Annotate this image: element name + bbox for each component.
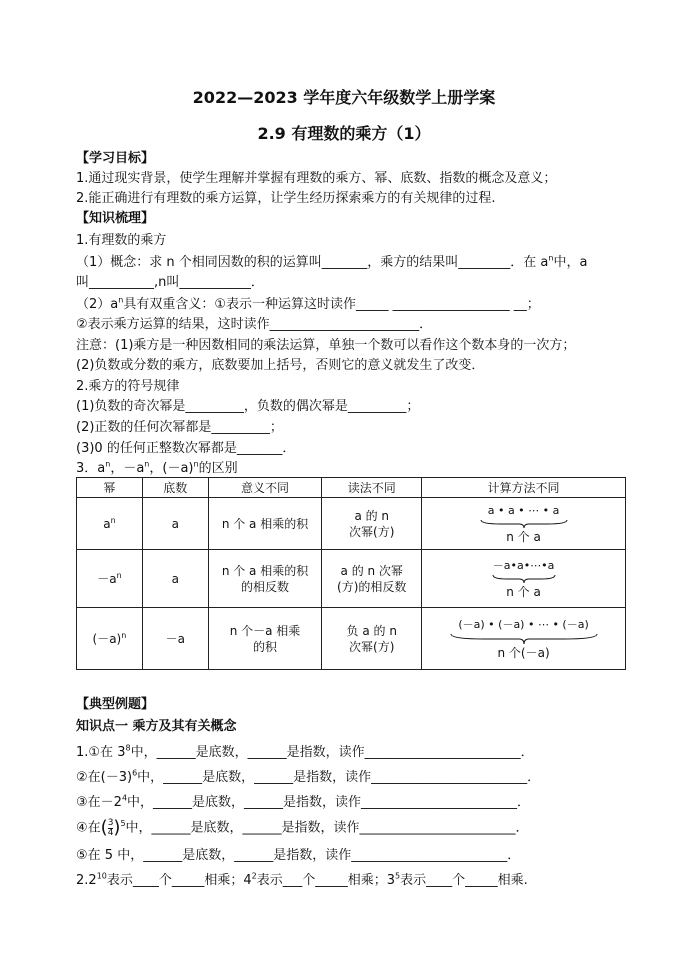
rule-1: (1)负数的奇次幂是_________，负数的偶次幂是_________； bbox=[76, 399, 420, 414]
lesson-title: 2.9 有理数的乘方（1） bbox=[257, 124, 431, 143]
concept-line-4: ②表示乘方运算的结果，这时读作_______________________． bbox=[76, 317, 433, 332]
calc-cell: (－a) • (－a) • ⋯ • (－a) n 个(－a) bbox=[422, 608, 626, 670]
question-6: $2.2^{10}$表示____个_____相乘；$4^2$表示___个_____相乘；$3^5$表示____个_____相乘. bbox=[76, 871, 528, 888]
examples-heading: 【典型例题】 bbox=[76, 697, 155, 712]
section-1-title: 1.有理数的乘方 bbox=[76, 233, 167, 248]
base-cell: －a bbox=[142, 608, 208, 670]
concept-line-3: $(2)a^n$具有双重含义：①表示一种运算这时读作_____ __________________ __； bbox=[76, 295, 540, 312]
note-line-1: 注意：(1)乘方是一种因数相同的乘法运算，单独一个数可以看作这个数本身的一次方； bbox=[76, 338, 576, 353]
base-cell: a bbox=[142, 550, 208, 608]
table-header-row bbox=[77, 478, 626, 498]
reading-cell: a 的 n 次幂 (方)的相反数 bbox=[322, 550, 422, 608]
comparison-table bbox=[76, 477, 626, 670]
section-3-title: 3．$a^n$，$-a^n$，$(-a)^n$的区别 bbox=[76, 459, 238, 476]
calc-cell: －a•a•⋯•a n 个 a bbox=[422, 550, 626, 608]
goal-item-2: 2.能正确进行有理数的乘方运算，让学生经历探索乘方的有关规律的过程. bbox=[76, 191, 496, 206]
question-5: ⑤在 5 中，______是底数，______是指数，读作________________________． bbox=[76, 848, 521, 863]
rule-3: (3)0 的任何正整数次幂都是_______． bbox=[76, 441, 296, 456]
header-calc: 计算方法不同 bbox=[422, 478, 626, 498]
question-2: ②在$(-3)^6$中，______是底数，______是指数，读作________________________． bbox=[76, 768, 541, 785]
meaning-cell: n 个－a 相乘 的积 bbox=[208, 608, 322, 670]
brace-icon bbox=[479, 519, 569, 529]
section-2-title: 2.乘方的符号规律 bbox=[76, 379, 180, 394]
header-reading: 读法不同 bbox=[322, 478, 422, 498]
power-cell: $(-a)^n$ bbox=[77, 608, 143, 670]
brace-icon bbox=[449, 633, 599, 645]
question-4: ④在( $\frac{3}{4}$ )$^5$中，______是底数，______是指数，读作________________________． bbox=[76, 817, 529, 838]
calc-cell: a • a • ⋯ • a n 个 a bbox=[422, 498, 626, 550]
brace-icon bbox=[491, 574, 557, 584]
page-title: 2022—2023 学年度六年级数学上册学案 bbox=[192, 88, 496, 107]
question-1: 1.①在 $3^8$中，______是底数，______是指数，读作________________________． bbox=[76, 743, 534, 760]
header-meaning: 意义不同 bbox=[208, 478, 322, 498]
goal-item-1: 1.通过现实背景，使学生理解并掌握有理数的乘方、幂、底数、指数的概念及意义； bbox=[76, 171, 557, 186]
header-base: 底数 bbox=[142, 478, 208, 498]
meaning-cell: n 个 a 相乘的积 bbox=[208, 498, 322, 550]
question-3: ③在$-2^4$中，______是底数，______是指数，读作________________________． bbox=[76, 793, 531, 810]
reading-cell: a 的 n 次幂(方) bbox=[322, 498, 422, 550]
note-line-2: (2)负数或分数的乘方，底数要加上括号，否则它的意义就发生了改变． bbox=[76, 358, 485, 373]
table-row bbox=[77, 608, 626, 670]
reading-cell: 负 a 的 n 次幂(方) bbox=[322, 608, 422, 670]
rule-2: (2)正数的任何次幂都是_________； bbox=[76, 420, 283, 435]
table-row bbox=[77, 550, 626, 608]
header-power: 幂 bbox=[77, 478, 143, 498]
knowledge-point-title: 知识点一 乘方及其有关概念 bbox=[76, 719, 237, 734]
concept-line-1: （1）概念：求 n 个相同因数的积的运算叫_______，乘方的结果叫________．在 $a^n$中，a bbox=[76, 253, 588, 270]
concept-line-2: 叫__________,n叫___________． bbox=[76, 275, 264, 290]
power-cell: $-a^n$ bbox=[77, 550, 143, 608]
goals-heading: 【学习目标】 bbox=[76, 151, 155, 166]
power-cell: $a^n$ bbox=[77, 498, 143, 550]
table-row bbox=[77, 498, 626, 550]
base-cell: a bbox=[142, 498, 208, 550]
fraction: $\frac{3}{4}$ bbox=[107, 817, 114, 838]
meaning-cell: n 个 a 相乘的积 的相反数 bbox=[208, 550, 322, 608]
knowledge-heading: 【知识梳理】 bbox=[76, 211, 155, 226]
